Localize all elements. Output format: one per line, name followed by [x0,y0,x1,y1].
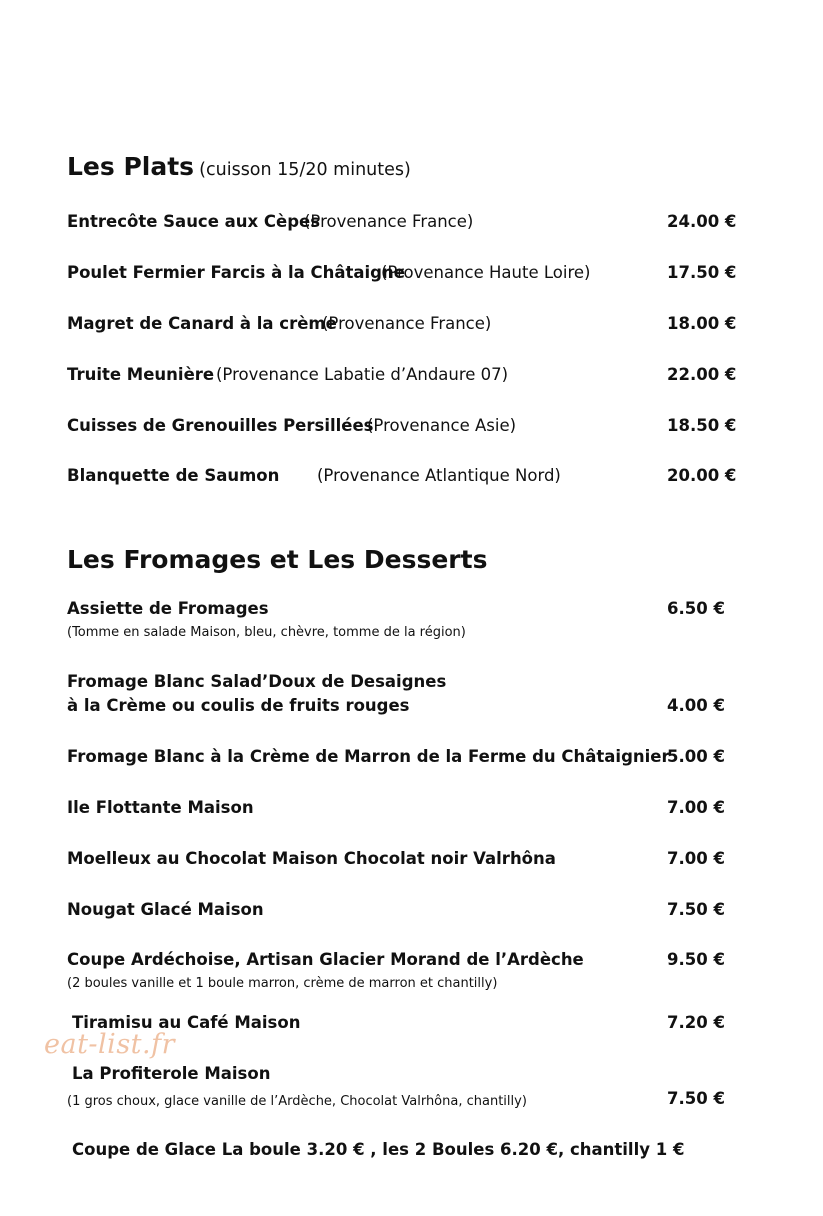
plat-name: Cuisses de Grenouilles Persillées [67,416,374,435]
plat-price: 18.50 € [667,416,737,435]
dessert-price: 7.50 € [667,900,725,919]
dessert-price: 9.50 € [667,950,725,969]
plat-price: 24.00 € [667,212,737,231]
ice-cream-footer: Coupe de Glace La boule 3.20 € , les 2 Boules 6.20 €, chantilly 1 € [72,1140,685,1159]
dessert-price: 7.00 € [667,849,725,868]
plat-price: 20.00 € [667,466,737,485]
plat-provenance: (Provenance Asie) [367,416,517,435]
dessert-name: Tiramisu au Café Maison [72,1013,301,1032]
plats-subtitle: (cuisson 15/20 minutes) [199,160,411,180]
dessert-name-line2: à la Crème ou coulis de fruits rouges [67,696,410,715]
dessert-name: La Profiterole Maison [72,1064,271,1083]
plat-provenance: (Provenance Haute Loire) [381,263,591,282]
dessert-price: 7.00 € [667,798,725,817]
plat-provenance: (Provenance Atlantique Nord) [317,466,561,485]
dessert-price: 7.20 € [667,1013,725,1032]
watermark-text: eat-list.fr [44,1029,176,1060]
dessert-name: Coupe Ardéchoise, Artisan Glacier Morand de l’Ardèche [67,950,584,969]
dessert-price: 7.50 € [667,1089,725,1108]
dessert-desc: (2 boules vanille et 1 boule marron, crème de marron et chantilly) [67,976,498,991]
plat-name: Magret de Canard à la crème [67,314,337,333]
dessert-name: Ile Flottante Maison [67,798,254,817]
plat-price: 18.00 € [667,314,737,333]
plat-provenance: (Provenance Labatie d’Andaure 07) [216,365,509,384]
plats-title: Les Plats [67,152,195,181]
desserts-title: Les Fromages et Les Desserts [67,545,488,574]
plat-price: 17.50 € [667,263,737,282]
plat-provenance: (Provenance France) [304,212,474,231]
dessert-name: Nougat Glacé Maison [67,900,264,919]
dessert-name: Assiette de Fromages [67,599,269,618]
plat-price: 22.00 € [667,365,737,384]
dessert-name: Moelleux au Chocolat Maison Chocolat noir Valrhôna [67,849,556,868]
dessert-desc: (Tomme en salade Maison, bleu, chèvre, tomme de la région) [67,625,466,640]
plat-name: Blanquette de Saumon [67,466,280,485]
dessert-desc: (1 gros choux, glace vanille de l’Ardèche, Chocolat Valrhôna, chantilly) [67,1094,527,1109]
plat-name: Poulet Fermier Farcis à la Châtaigne [67,263,405,282]
dessert-price: 4.00 € [667,696,725,715]
dessert-price: 5.00 € [667,747,725,766]
plat-name: Entrecôte Sauce aux Cèpes [67,212,321,231]
dessert-name: Fromage Blanc à la Crème de Marron de la Ferme du Châtaignier [67,747,670,766]
dessert-name: Fromage Blanc Salad’Doux de Desaignes [67,672,447,691]
plat-provenance: (Provenance France) [322,314,492,333]
plats-heading [67,152,411,181]
plat-name: Truite Meunière [67,365,215,384]
dessert-price: 6.50 € [667,599,725,618]
